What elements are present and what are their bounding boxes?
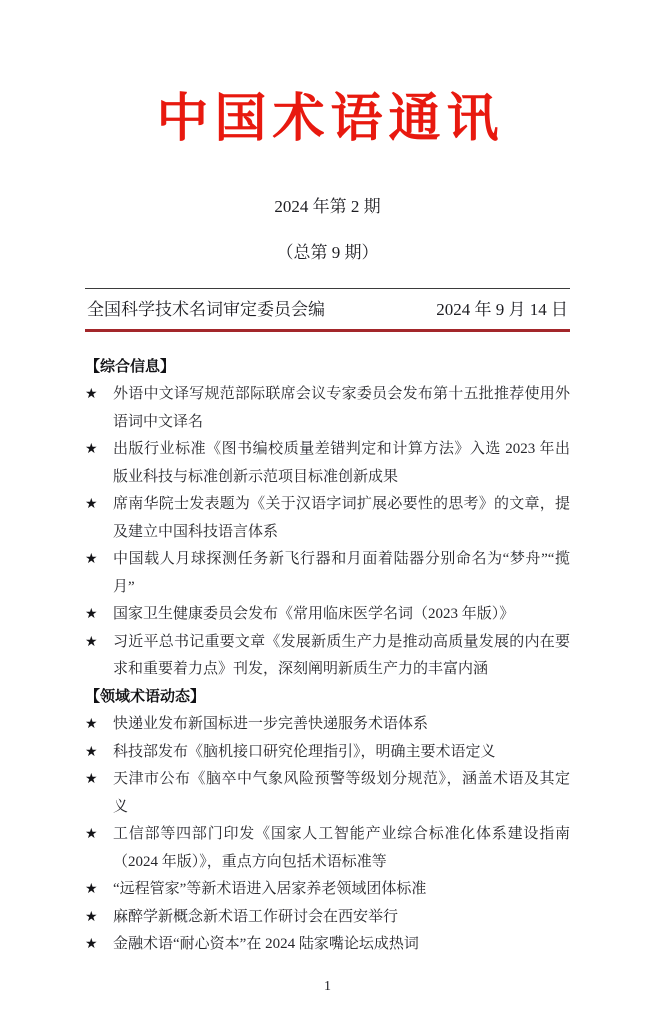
star-bullet-icon: ★ bbox=[85, 552, 98, 568]
news-item-text: 出版行业标准《图书编校质量差错判定和计算方法》入选 2023 年出版业科技与标准创新示范项目标准创新成果 bbox=[113, 441, 570, 485]
news-item-text: 金融术语“耐心资本”在 2024 陆家嘴论坛成热词 bbox=[113, 936, 419, 953]
star-bullet-icon: ★ bbox=[85, 717, 98, 733]
news-item bbox=[85, 711, 570, 739]
editor-date-row bbox=[85, 288, 570, 332]
news-item bbox=[85, 436, 570, 491]
news-item bbox=[85, 381, 570, 436]
section-header-domain-terms: 【领域术语动态】 bbox=[85, 688, 206, 705]
star-bullet-icon: ★ bbox=[85, 772, 98, 788]
section-header-general-info: 【综合信息】 bbox=[85, 358, 176, 375]
news-item bbox=[85, 546, 570, 601]
total-issue-line: （总第 9 期） bbox=[276, 242, 379, 262]
news-item-text: 习近平总书记重要文章《发展新质生产力是推动高质量发展的内在要求和重要着力点》刊发，深刻阐明新质生产力的丰富内涵 bbox=[113, 633, 570, 678]
news-item-text: 外语中文译写规范部际联席会议专家委员会发布第十五批推荐使用外语词中文译名 bbox=[113, 386, 570, 430]
news-item bbox=[85, 629, 570, 684]
news-item-text: 国家卫生健康委员会发布《常用临床医学名词（2023 年版）》 bbox=[113, 606, 515, 623]
news-item-text: 快递业发布新国标进一步完善快递服务术语体系 bbox=[113, 716, 429, 733]
editor-name: 全国科学技术名词审定委员会编 bbox=[87, 299, 325, 319]
news-item bbox=[85, 904, 570, 932]
star-bullet-icon: ★ bbox=[85, 882, 98, 898]
star-bullet-icon: ★ bbox=[85, 442, 98, 458]
news-item-text: 天津市公布《脑卒中气象风险预警等级划分规范》，涵盖术语及其定义 bbox=[113, 771, 570, 815]
publish-date: 2024 年 9 月 14 日 bbox=[436, 299, 568, 319]
news-item-text: 席南华院士发表题为《关于汉语字词扩展必要性的思考》的文章，提及建立中国科技语言体系 bbox=[113, 496, 570, 540]
star-bullet-icon: ★ bbox=[85, 607, 98, 623]
news-item-text: 麻醉学新概念新术语工作研讨会在西安举行 bbox=[113, 908, 399, 925]
news-item bbox=[85, 821, 570, 876]
news-item-text: 科技部发布《脑机接口研究伦理指引》，明确主要术语定义 bbox=[113, 743, 496, 760]
page-number: 1 bbox=[324, 979, 331, 994]
star-bullet-icon: ★ bbox=[85, 634, 98, 650]
star-bullet-icon: ★ bbox=[85, 827, 98, 843]
star-bullet-icon: ★ bbox=[85, 387, 98, 403]
news-item bbox=[85, 766, 570, 821]
news-item bbox=[85, 601, 570, 629]
newsletter-body bbox=[85, 354, 570, 959]
news-item bbox=[85, 491, 570, 546]
news-item bbox=[85, 931, 570, 959]
document-page bbox=[0, 86, 655, 1017]
news-item-text: “远程管家”等新术语进入居家养老领域团体标准 bbox=[113, 881, 427, 898]
newsletter-title: 中国术语通讯 bbox=[156, 91, 505, 148]
issue-line: 2024 年第 2 期 bbox=[274, 196, 381, 216]
news-item-text: 工信部等四部门印发《国家人工智能产业综合标准化体系建设指南（2024 年版）》，重点方向包括术语标准等 bbox=[113, 826, 570, 870]
star-bullet-icon: ★ bbox=[85, 937, 98, 953]
star-bullet-icon: ★ bbox=[85, 744, 98, 760]
star-bullet-icon: ★ bbox=[85, 909, 98, 925]
news-item bbox=[85, 876, 570, 904]
star-bullet-icon: ★ bbox=[85, 497, 98, 513]
news-item-text: 中国载人月球探测任务新飞行器和月面着陆器分别命名为“梦舟”“揽月” bbox=[113, 551, 570, 595]
news-item bbox=[85, 739, 570, 767]
